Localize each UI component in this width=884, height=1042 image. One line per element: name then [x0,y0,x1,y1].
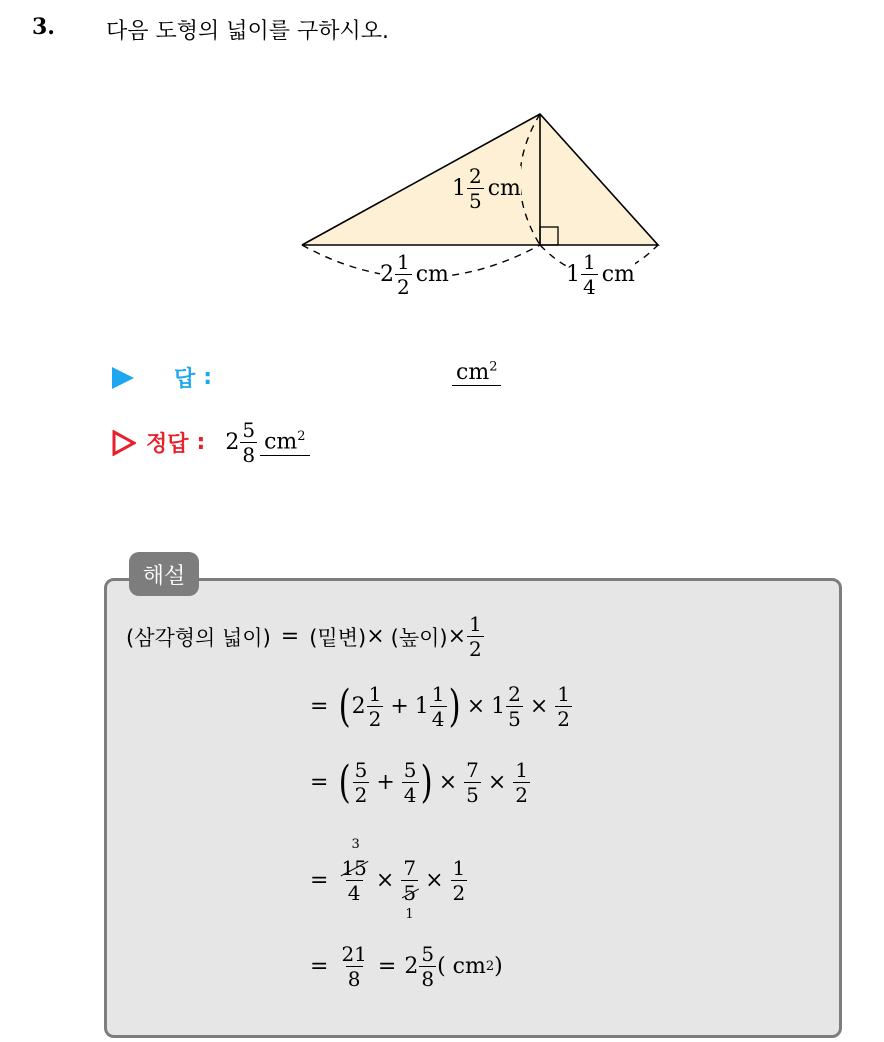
explanation-line-4: = 3 15 4 × 7 5 1 × $\frac{1}{2}$ [310,837,466,922]
answer-field[interactable] [452,360,501,385]
play-filled-icon [112,367,134,389]
answer-colon: : [203,365,213,390]
explanation-line-3: = ( $\frac{5}{2}$ + $\frac{5}{4}$ ) × $\frac{7}{5}$ × $\frac{1}{2}$ [310,756,529,808]
explanation-line-1: (삼각형의 넓이) = (밑변) × (높이) × $\frac{1}{2}$ [126,612,482,661]
correct-answer-colon: : [196,430,206,455]
left-base-label: 2 $\frac{1}{2}$ cm [380,250,449,299]
explanation-line-2: = ( 2 $\frac{1}{2}$ + 1 $\frac{1}{4}$ ) × 1 $\frac{2}{5}$ × $\frac{1}{2}$ [310,680,571,732]
answer-row [112,362,212,393]
answer-unit: $cm^2$ [452,360,501,386]
cancel-result-top: 3 [351,837,360,852]
answer-label: 답 [174,367,196,392]
correct-answer-label: 정답 [146,432,189,457]
height-label: 1 $\frac{2}{5}$ cm [452,164,521,213]
explanation-line-5: = $\frac{21}{8}$ = 2 $\frac{5}{8}$ ( cm 2 ) [310,942,503,991]
cancel-result-bottom: 1 [405,907,414,922]
play-outline-icon [112,430,136,456]
explanation-tag: 해설 [129,552,199,596]
question-number: 3. [32,14,55,40]
right-base-label: 1 $\frac{1}{4}$ cm [566,250,635,299]
correct-answer-value: 2 $\frac{5}{8}$ $cm^2$ [225,420,309,465]
correct-answer-row [112,420,310,465]
cancelled-denominator: 5 [403,881,417,905]
cancelled-numerator: 15 [341,856,367,880]
question-text: 다음 도형의 넓이를 구하시오. [106,19,389,44]
